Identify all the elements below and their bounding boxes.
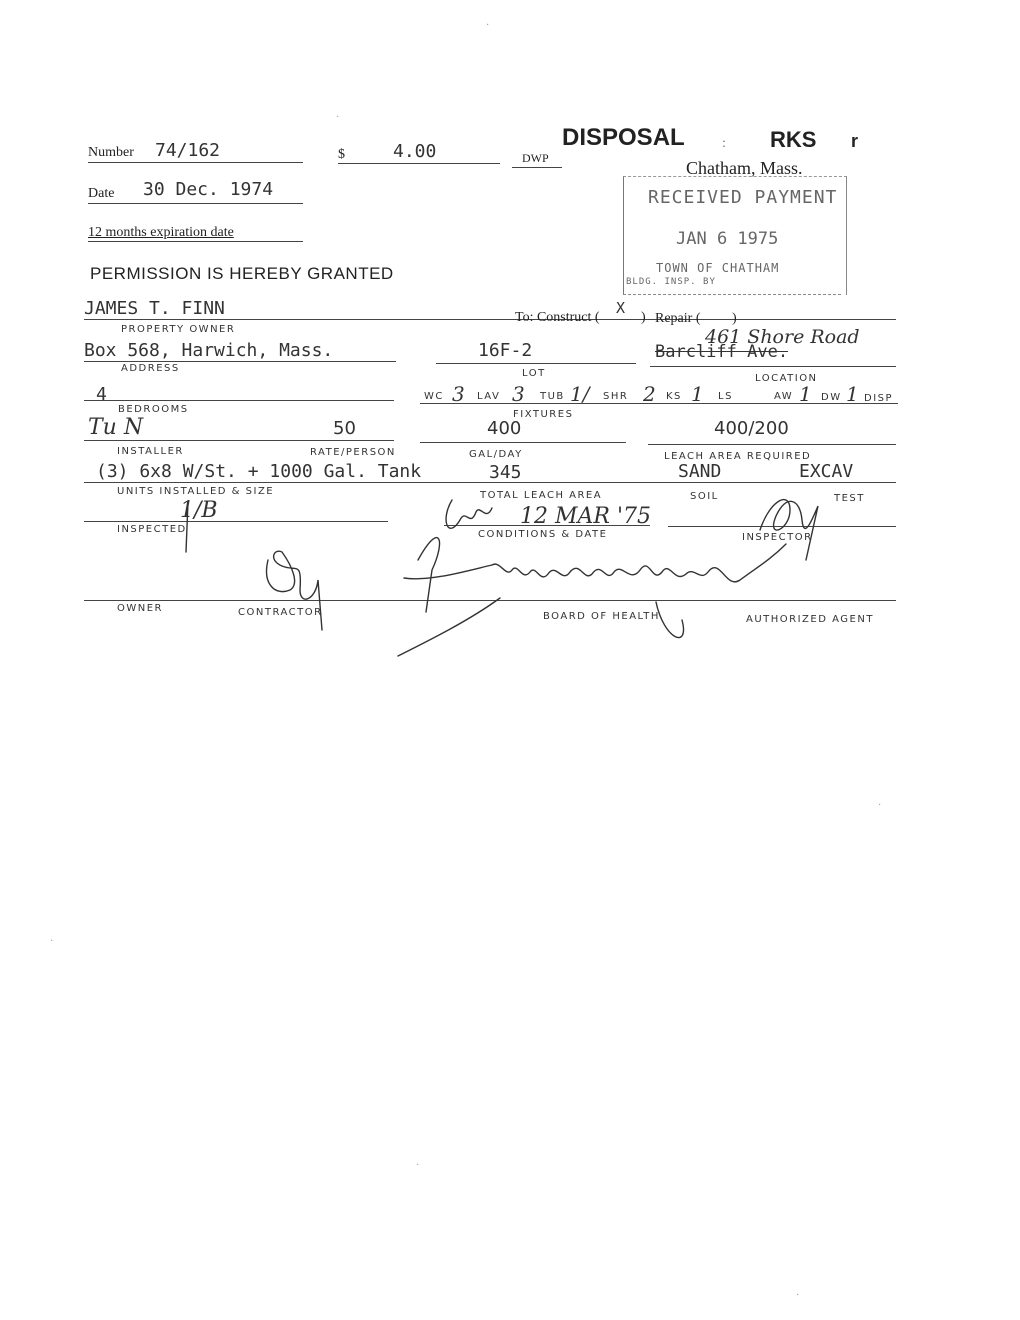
- conditions-initials: [446, 500, 492, 528]
- owner-signature-label: OWNER: [117, 603, 164, 614]
- ls-label: LS: [718, 391, 733, 402]
- inspected-label: INSPECTED: [117, 524, 187, 535]
- dw-label: DW: [821, 392, 842, 403]
- issue-date: 30 Dec. 1974: [143, 179, 274, 200]
- scan-speck: ·: [336, 112, 340, 123]
- ks-label: KS: [666, 391, 682, 402]
- fixtures-label: FIXTURES: [513, 409, 574, 420]
- board-of-health-label: BOARD OF HEALTH: [543, 611, 660, 622]
- inspector-label: INSPECTOR: [742, 532, 813, 543]
- units-installed: (3) 6x8 W/St. + 1000 Gal. Tank: [96, 461, 422, 482]
- scan-speck: ·: [486, 20, 490, 31]
- town-location: Chatham, Mass.: [686, 158, 803, 178]
- fee-symbol: $: [338, 147, 345, 162]
- dwp-label: DWP: [522, 151, 549, 165]
- construct-mark: X: [616, 299, 626, 317]
- expiration-note: 12 months expiration date: [88, 225, 234, 240]
- aw-count: 1: [799, 382, 812, 406]
- disp-label: DISP: [864, 393, 894, 404]
- scan-speck: ·: [50, 936, 54, 947]
- conditions-date: 12 MAR '75: [520, 504, 652, 529]
- gallons-per-day: 400: [487, 418, 522, 439]
- permission-heading: PERMISSION IS HEREBY GRANTED: [90, 264, 394, 283]
- test-label: TEST: [834, 493, 865, 504]
- lot-number: 16F-2: [478, 340, 533, 361]
- conditions-label: CONDITIONS & DATE: [478, 529, 608, 540]
- location-struck-out: Barcliff Ave.: [655, 342, 789, 362]
- scan-speck: ·: [796, 1290, 800, 1301]
- total-leach-area: 345: [489, 462, 522, 483]
- construct-close: ): [641, 310, 646, 325]
- rate-label: RATE/PERSON: [310, 447, 396, 458]
- repair-label: Repair (: [655, 311, 701, 326]
- scan-speck: ·: [416, 1160, 420, 1171]
- bedrooms-count: 4: [96, 384, 107, 405]
- lav-count: 3: [512, 382, 525, 406]
- stamp-date: JAN 6 1975: [676, 229, 779, 249]
- scan-speck: ·: [878, 800, 882, 811]
- soil-type: SAND: [678, 461, 722, 482]
- dw-count: 1: [846, 382, 859, 406]
- property-owner-label: PROPERTY OWNER: [121, 324, 236, 335]
- wc-count: 3: [452, 382, 465, 406]
- gal-label: GAL/DAY: [469, 449, 523, 460]
- ks-count: 1: [691, 382, 704, 406]
- installer-label: INSTALLER: [117, 446, 184, 457]
- title-fragment-rks: RKS: [770, 127, 817, 152]
- repair-close: ): [732, 311, 737, 326]
- stamp-received-text: RECEIVED PAYMENT: [648, 187, 838, 208]
- property-owner-name: JAMES T. FINN: [84, 298, 225, 319]
- location-handwritten: 461 Shore Road: [705, 326, 860, 348]
- inspected-initials: 1/B: [180, 498, 218, 523]
- rate-per-person: 50: [333, 418, 356, 439]
- address-label: ADDRESS: [121, 363, 180, 374]
- wc-label: WC: [424, 391, 444, 402]
- stamp-inspector-line: BLDG. INSP. BY: [626, 277, 716, 287]
- shr-label: SHR: [603, 391, 629, 402]
- contractor-signature-label: CONTRACTOR: [238, 607, 323, 618]
- stamp-town: TOWN OF CHATHAM: [656, 261, 780, 275]
- fee-value: 4.00: [393, 141, 437, 162]
- inspected-signature-stroke: [186, 502, 188, 552]
- shr-count: 2: [643, 382, 656, 406]
- leach-area-required: 400/200: [714, 418, 789, 439]
- title-fragment-end: r: [851, 131, 859, 151]
- aw-label: AW: [774, 391, 794, 402]
- soil-label: SOIL: [690, 491, 719, 502]
- inspector-signature: [760, 500, 818, 560]
- lot-label: LOT: [522, 368, 546, 379]
- lav-label: LAV: [477, 391, 501, 402]
- owner-address: Box 568, Harwich, Mass.: [84, 340, 334, 361]
- tub-label: TUB: [540, 391, 565, 402]
- form-title: DISPOSAL: [562, 124, 685, 151]
- contractor-signature: [267, 551, 322, 630]
- leach-label: LEACH AREA REQUIRED: [664, 451, 812, 462]
- location-label: LOCATION: [755, 373, 818, 384]
- tub-count: 1/: [570, 382, 590, 406]
- title-artifact: :: [722, 136, 726, 151]
- installer-name: Tu N: [88, 415, 144, 440]
- bedrooms-label: BEDROOMS: [118, 404, 189, 415]
- construct-label: To: Construct (: [515, 310, 600, 325]
- date-label: Date: [88, 186, 115, 201]
- units-label: UNITS INSTALLED & SIZE: [117, 486, 275, 497]
- number-label: Number: [88, 145, 134, 160]
- authorized-agent-label: AUTHORIZED AGENT: [746, 614, 874, 625]
- board-of-health-signature: [398, 538, 786, 656]
- total-leach-label: TOTAL LEACH AREA: [480, 490, 603, 501]
- test-method: EXCAV: [799, 461, 854, 482]
- permit-number: 74/162: [155, 140, 221, 161]
